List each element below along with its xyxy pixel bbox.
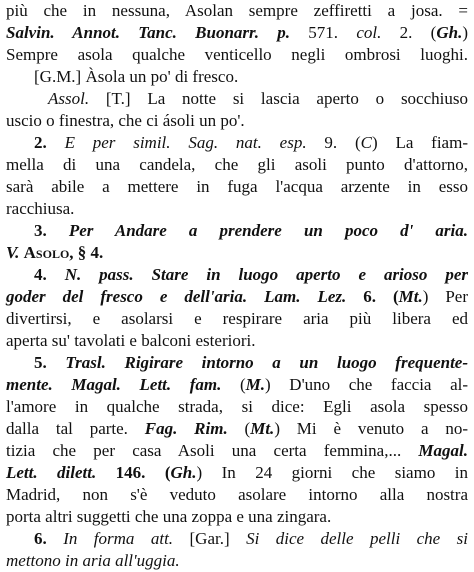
text-span: ) Per [422,287,468,306]
sense-definition: Trasl. Rigirare intorno a un luogo frequente- [65,353,468,372]
text-span: tizia che per casa Asoli una certa femmina,... [6,441,419,460]
text-line [48,88,468,110]
text-line [34,132,468,154]
text-line [6,44,468,66]
text-span: aperta su' tavolati e balconi esteriori. [6,331,256,350]
text-span: uscio o finestra, che ci ásoli un po'. [6,111,245,130]
sense-label: Assol. [48,89,90,108]
sense-definition: mettono in aria all'uggia. [6,551,180,570]
text-line [34,528,468,550]
text-span: divertirsi, e asolarsi e respirare aria più libera ed [6,309,468,328]
sense-definition: In forma att. [63,529,174,548]
cross-reference: V. [6,243,24,262]
sense-number: 2. [34,133,65,152]
citation-source: Fag. Rim. [144,419,228,438]
text-span: dalla tal parte. [6,419,145,438]
citation-abbrev: M. [245,375,266,394]
text-line [6,110,468,132]
text-line [6,176,468,198]
sense-definition: E per simil. Sag. nat. esp. [64,133,307,152]
text-line [6,154,468,176]
text-span: [Gar.] [173,529,247,548]
text-line [6,330,468,352]
text-span: racchiusa. [6,199,75,218]
text-span: mella di una candela, che gli asoli punto d'attorno, [6,155,468,174]
text-span: 571. [290,23,357,42]
citation-abbrev: Mt. [398,287,423,306]
cross-reference-headword: Asolo [23,243,70,262]
text-line [6,0,468,22]
text-span: ) Mi è venuto a no- [274,419,468,438]
text-line [6,462,468,484]
text-span: ) In 24 giorni che siamo in [196,463,468,482]
text-line [6,308,468,330]
sense-definition: goder del fresco e dell'aria. Lam. Lez. [6,287,347,306]
text-line [34,220,468,242]
text-span: ) D'uno che faccia al- [265,375,469,394]
text-span: ( [221,375,246,394]
text-span: 146. ( [96,463,171,482]
sense-definition: N. pass. Stare in luogo aperto e arioso per [64,265,469,284]
text-line [6,198,468,220]
text-span: più che in nessuna, Asolan sempre zeffiretti a josa. = [6,1,468,20]
citation-source: Lett. dilett. [6,463,97,482]
text-span: ) [462,23,468,42]
text-line [6,550,468,572]
citation-abbrev: Mt. [250,419,275,438]
citation-source: Magal. [418,441,468,460]
text-span: [T.] La notte si lascia aperto o socchiuso [89,89,468,108]
citation-source: Salvin. Annot. Tanc. Buonarr. p. [6,23,290,42]
text-line [6,484,468,506]
citation-abbrev: Gh. [170,463,197,482]
text-span: l'amore in qualche strada, si dice: Egli asola spesso [6,397,468,416]
citation-abbrev: C [360,133,372,152]
text-span: 2. ( [381,23,437,42]
sense-number: 4. [34,265,65,284]
text-line [6,22,468,44]
cross-reference-section: , § 4. [69,243,104,262]
text-line [6,418,468,440]
text-line [6,396,468,418]
text-line [6,440,468,462]
sense-definition: mente. Magal. Lett. fam. [6,375,222,394]
text-line [6,374,468,396]
sense-definition: Si dice delle pelli che si [246,529,469,548]
text-line [6,506,468,528]
sense-number: 5. [34,353,66,372]
text-span: Madrid, non s'è veduto asolare intorno alla nostra [6,485,468,504]
text-line [34,352,468,374]
text-span: sarà abile a mettere in fuga l'acqua arzente in esso [6,177,468,196]
text-span: ( [227,419,251,438]
text-line [6,286,468,308]
text-span: [G.M.] Àsola un po' di fresco. [34,67,239,86]
text-line [34,264,468,286]
text-line [34,66,468,88]
sense-definition: Per Andare a prendere un poco d' aria. [68,221,469,240]
text-span: porta altri suggetti che una zoppa e una zingara. [6,507,332,526]
text-line [6,242,468,264]
citation-abbrev: Gh. [436,23,463,42]
text-span: 6. ( [346,287,399,306]
text-span: Sempre asola qualche venticello negli ombrosi luoghi. [6,45,468,64]
text-span: 9. ( [306,133,361,152]
sense-number: 3. [34,221,69,240]
sense-number: 6. [34,529,64,548]
citation-source: col. [356,23,382,42]
text-span: ) La fiam- [371,133,468,152]
